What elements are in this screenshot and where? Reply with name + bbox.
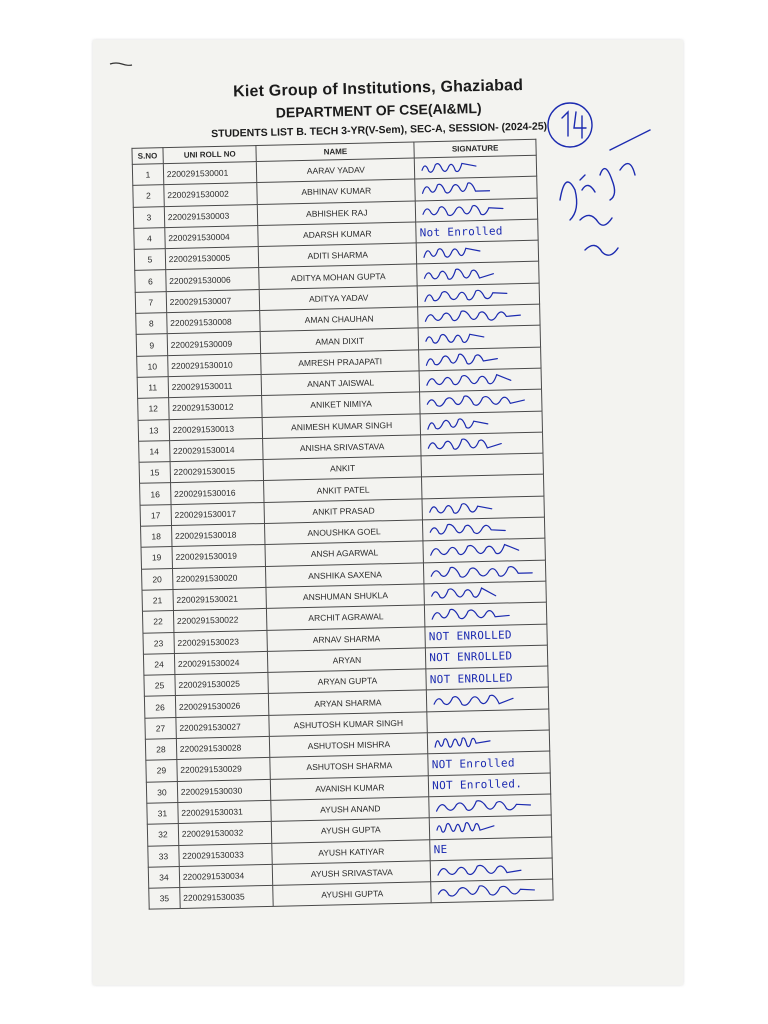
- row-roll-no: 2200291530005: [165, 247, 259, 270]
- row-signature: [417, 262, 539, 286]
- row-name: ADITYA MOHAN GUPTA: [259, 264, 417, 289]
- row-signature: [422, 475, 544, 499]
- row-signature: [426, 666, 548, 690]
- row-sno: 4: [134, 228, 165, 250]
- row-sno: 3: [133, 206, 164, 228]
- row-sno: 35: [149, 888, 180, 910]
- row-signature: [431, 879, 553, 903]
- row-name: AYUSH ANAND: [271, 797, 429, 822]
- signature-scribble: [423, 370, 533, 390]
- row-name: ARCHIT AGRAWAL: [267, 605, 425, 630]
- enrollment-note: Not Enrolled: [419, 224, 503, 239]
- row-name: ANISHA SRIVASTAVA: [263, 435, 421, 460]
- row-signature: [415, 198, 537, 222]
- row-name: ABHISHEK RAJ: [258, 201, 416, 226]
- row-roll-no: 2200291530016: [170, 481, 264, 504]
- col-roll: UNI ROLL NO: [163, 146, 257, 164]
- row-signature: [420, 411, 542, 435]
- col-signature: SIGNATURE: [414, 139, 536, 158]
- row-signature: [424, 581, 546, 605]
- row-roll-no: 2200291530034: [179, 864, 273, 887]
- row-roll-no: 2200291530024: [174, 651, 268, 674]
- row-sno: 10: [137, 355, 168, 377]
- row-sno: 25: [144, 675, 175, 697]
- enrollment-note: NOT Enrolled: [431, 756, 515, 772]
- row-signature: [417, 283, 539, 307]
- row-roll-no: 2200291530014: [169, 438, 263, 461]
- signature-scribble: [432, 796, 542, 816]
- row-signature: [425, 624, 547, 648]
- row-roll-no: 2200291530022: [173, 609, 267, 632]
- row-sno: 17: [140, 504, 171, 526]
- row-signature: [419, 347, 541, 371]
- row-sno: 8: [136, 313, 167, 335]
- row-roll-no: 2200291530019: [172, 545, 266, 568]
- row-sno: 27: [145, 717, 176, 739]
- signature-scribble: [430, 689, 540, 709]
- row-sno: 15: [139, 462, 170, 484]
- row-roll-no: 2200291530026: [175, 694, 269, 717]
- row-name: ARYAN: [268, 648, 426, 673]
- row-signature: [418, 326, 540, 350]
- row-name: ARYAN SHARMA: [269, 690, 427, 715]
- row-roll-no: 2200291530006: [165, 268, 259, 291]
- row-sno: 18: [141, 526, 172, 548]
- row-name: ANSH AGARWAL: [265, 541, 423, 566]
- row-sno: 13: [138, 419, 169, 441]
- signature-scribble: [420, 263, 530, 283]
- row-name: AARAV YADAV: [257, 158, 415, 183]
- row-name: AVANISH KUMAR: [271, 775, 429, 800]
- row-roll-no: 2200291530018: [171, 523, 265, 546]
- row-name: AMRESH PRAJAPATI: [261, 350, 419, 375]
- row-name: ASHUTOSH MISHRA: [270, 733, 428, 758]
- row-sno: 34: [148, 866, 179, 888]
- row-roll-no: 2200291530027: [176, 715, 270, 738]
- signature-scribble: [421, 285, 531, 305]
- row-roll-no: 2200291530007: [166, 289, 260, 312]
- row-name: ASHUTOSH KUMAR SINGH: [269, 712, 427, 737]
- row-sno: 12: [138, 398, 169, 420]
- row-signature: [426, 645, 548, 669]
- row-roll-no: 2200291530032: [178, 822, 272, 845]
- row-sno: 20: [141, 568, 172, 590]
- margin-annotation: [540, 80, 680, 280]
- row-roll-no: 2200291530002: [164, 183, 258, 206]
- row-roll-no: 2200291530009: [167, 332, 261, 355]
- row-name: AMAN DIXIT: [261, 328, 419, 353]
- department-title: DEPARTMENT OF CSE(AI&ML): [275, 99, 482, 121]
- row-sno: 32: [147, 824, 178, 846]
- row-sno: 22: [142, 611, 173, 633]
- student-table: [131, 139, 553, 910]
- row-name: ANIKET NIMIYA: [262, 392, 420, 417]
- row-sno: 23: [143, 632, 174, 654]
- row-name: AYUSH SRIVASTAVA: [273, 861, 431, 886]
- list-subtitle: STUDENTS LIST B. TECH 3-YR(V-Sem), SEC-A, SESSION- (2024-25): [210, 120, 548, 141]
- row-signature: [425, 602, 547, 626]
- row-roll-no: 2200291530017: [171, 502, 265, 525]
- row-roll-no: 2200291530015: [170, 460, 264, 483]
- row-sno: 1: [132, 164, 163, 186]
- row-name: ADITI SHARMA: [259, 243, 417, 268]
- row-sno: 14: [139, 440, 170, 462]
- row-signature: [416, 219, 538, 243]
- signature-scribble: [418, 178, 528, 198]
- signature-scribble: [424, 434, 534, 454]
- row-name: ANANT JAISWAL: [262, 371, 420, 396]
- signature-scribble: [419, 200, 529, 220]
- row-sno: 19: [141, 547, 172, 569]
- signature-scribble: [434, 860, 544, 880]
- row-signature: [418, 304, 540, 328]
- row-name: AMAN CHAUHAN: [260, 307, 418, 332]
- row-sno: 11: [137, 377, 168, 399]
- row-roll-no: 2200291530004: [165, 225, 259, 248]
- row-name: ANKIT: [263, 456, 421, 481]
- row-roll-no: 2200291530020: [172, 566, 266, 589]
- row-name: AYUSH KATIYAR: [272, 839, 430, 864]
- row-roll-no: 2200291530021: [173, 587, 267, 610]
- row-name: ANIMESH KUMAR SINGH: [263, 413, 421, 438]
- row-signature: [415, 176, 537, 200]
- row-sno: 26: [144, 696, 175, 718]
- row-name: ADITYA YADAV: [260, 286, 418, 311]
- col-sno: S.NO: [132, 148, 163, 165]
- row-roll-no: 2200291530033: [179, 843, 273, 866]
- signature-scribble: [433, 817, 543, 837]
- row-sno: 16: [140, 483, 171, 505]
- row-signature: [429, 794, 551, 818]
- row-name: ADARSH KUMAR: [258, 222, 416, 247]
- row-signature: [421, 432, 543, 456]
- enrollment-note: NOT ENROLLED: [429, 671, 514, 687]
- row-sno: 5: [134, 249, 165, 271]
- row-signature: [424, 560, 546, 584]
- enrollment-note: NOT ENROLLED: [428, 628, 513, 644]
- row-signature: [428, 773, 550, 797]
- row-roll-no: 2200291530029: [177, 758, 271, 781]
- signature-scribble: [428, 583, 538, 603]
- row-name: ANKIT PRASAD: [264, 499, 422, 524]
- row-signature: [430, 858, 552, 882]
- row-name: ANSHUMAN SHUKLA: [266, 584, 424, 609]
- row-signature: [414, 155, 536, 179]
- signature-scribble: [424, 413, 534, 433]
- row-name: ARNAV SHARMA: [267, 626, 425, 651]
- enrollment-note: NOT ENROLLED: [429, 649, 513, 665]
- signature-scribble: [426, 498, 536, 518]
- row-signature: [416, 240, 538, 264]
- row-name: ANOUSHKA GOEL: [265, 520, 423, 545]
- row-signature: [428, 751, 550, 775]
- row-sno: 2: [133, 185, 164, 207]
- row-sno: 6: [135, 270, 166, 292]
- row-signature: [420, 389, 542, 413]
- signature-scribble: [428, 604, 538, 624]
- row-sno: 21: [142, 589, 173, 611]
- row-name: ABHINAV KUMAR: [257, 179, 415, 204]
- signature-scribble: [422, 349, 532, 369]
- row-roll-no: 2200291530012: [168, 396, 262, 419]
- row-signature: [427, 709, 549, 733]
- signature-scribble: [418, 157, 528, 177]
- signature-scribble: [422, 327, 532, 347]
- row-sno: 24: [143, 653, 174, 675]
- enrollment-note: NE: [433, 843, 448, 857]
- signature-scribble: [423, 391, 533, 411]
- row-sno: 9: [136, 334, 167, 356]
- row-signature: [423, 538, 545, 562]
- row-sno: 7: [135, 291, 166, 313]
- row-name: ANSHIKA SAXENA: [266, 563, 424, 588]
- row-name: ASHUTOSH SHARMA: [270, 754, 428, 779]
- row-signature: [427, 687, 549, 711]
- row-name: AYUSH GUPTA: [272, 818, 430, 843]
- row-roll-no: 2200291530030: [177, 779, 271, 802]
- signature-scribble: [420, 242, 530, 262]
- row-name: AYUSHI GUPTA: [273, 882, 431, 907]
- row-name: ANKIT PATEL: [264, 477, 422, 502]
- row-signature: [430, 837, 552, 861]
- row-signature: [429, 815, 551, 839]
- row-sno: 31: [147, 802, 178, 824]
- row-roll-no: 2200291530001: [163, 162, 257, 185]
- row-sno: 30: [146, 781, 177, 803]
- row-sno: 28: [145, 739, 176, 761]
- row-signature: [419, 368, 541, 392]
- row-roll-no: 2200291530008: [166, 311, 260, 334]
- signature-scribble: [426, 519, 536, 539]
- row-signature: [428, 730, 550, 754]
- row-roll-no: 2200291530031: [178, 800, 272, 823]
- row-roll-no: 2200291530028: [176, 736, 270, 759]
- row-signature: [423, 517, 545, 541]
- row-roll-no: 2200291530025: [175, 673, 269, 696]
- row-roll-no: 2200291530011: [168, 374, 262, 397]
- col-name: NAME: [256, 142, 414, 162]
- signature-scribble: [431, 732, 541, 752]
- row-roll-no: 2200291530023: [174, 630, 268, 653]
- row-roll-no: 2200291530003: [164, 204, 258, 227]
- signature-scribble: [434, 881, 544, 901]
- row-signature: [422, 496, 544, 520]
- signature-scribble: [427, 562, 537, 582]
- row-roll-no: 2200291530013: [169, 417, 263, 440]
- signature-scribble: [421, 306, 531, 326]
- row-sno: 29: [146, 760, 177, 782]
- row-roll-no: 2200291530010: [167, 353, 261, 376]
- row-name: ARYAN GUPTA: [268, 669, 426, 694]
- enrollment-note: NOT Enrolled.: [432, 777, 523, 793]
- row-roll-no: 2200291530035: [180, 885, 274, 908]
- row-sno: 33: [148, 845, 179, 867]
- row-signature: [421, 453, 543, 477]
- institution-title: Kiet Group of Institutions, Ghaziabad: [232, 76, 524, 101]
- signature-scribble: [427, 540, 537, 560]
